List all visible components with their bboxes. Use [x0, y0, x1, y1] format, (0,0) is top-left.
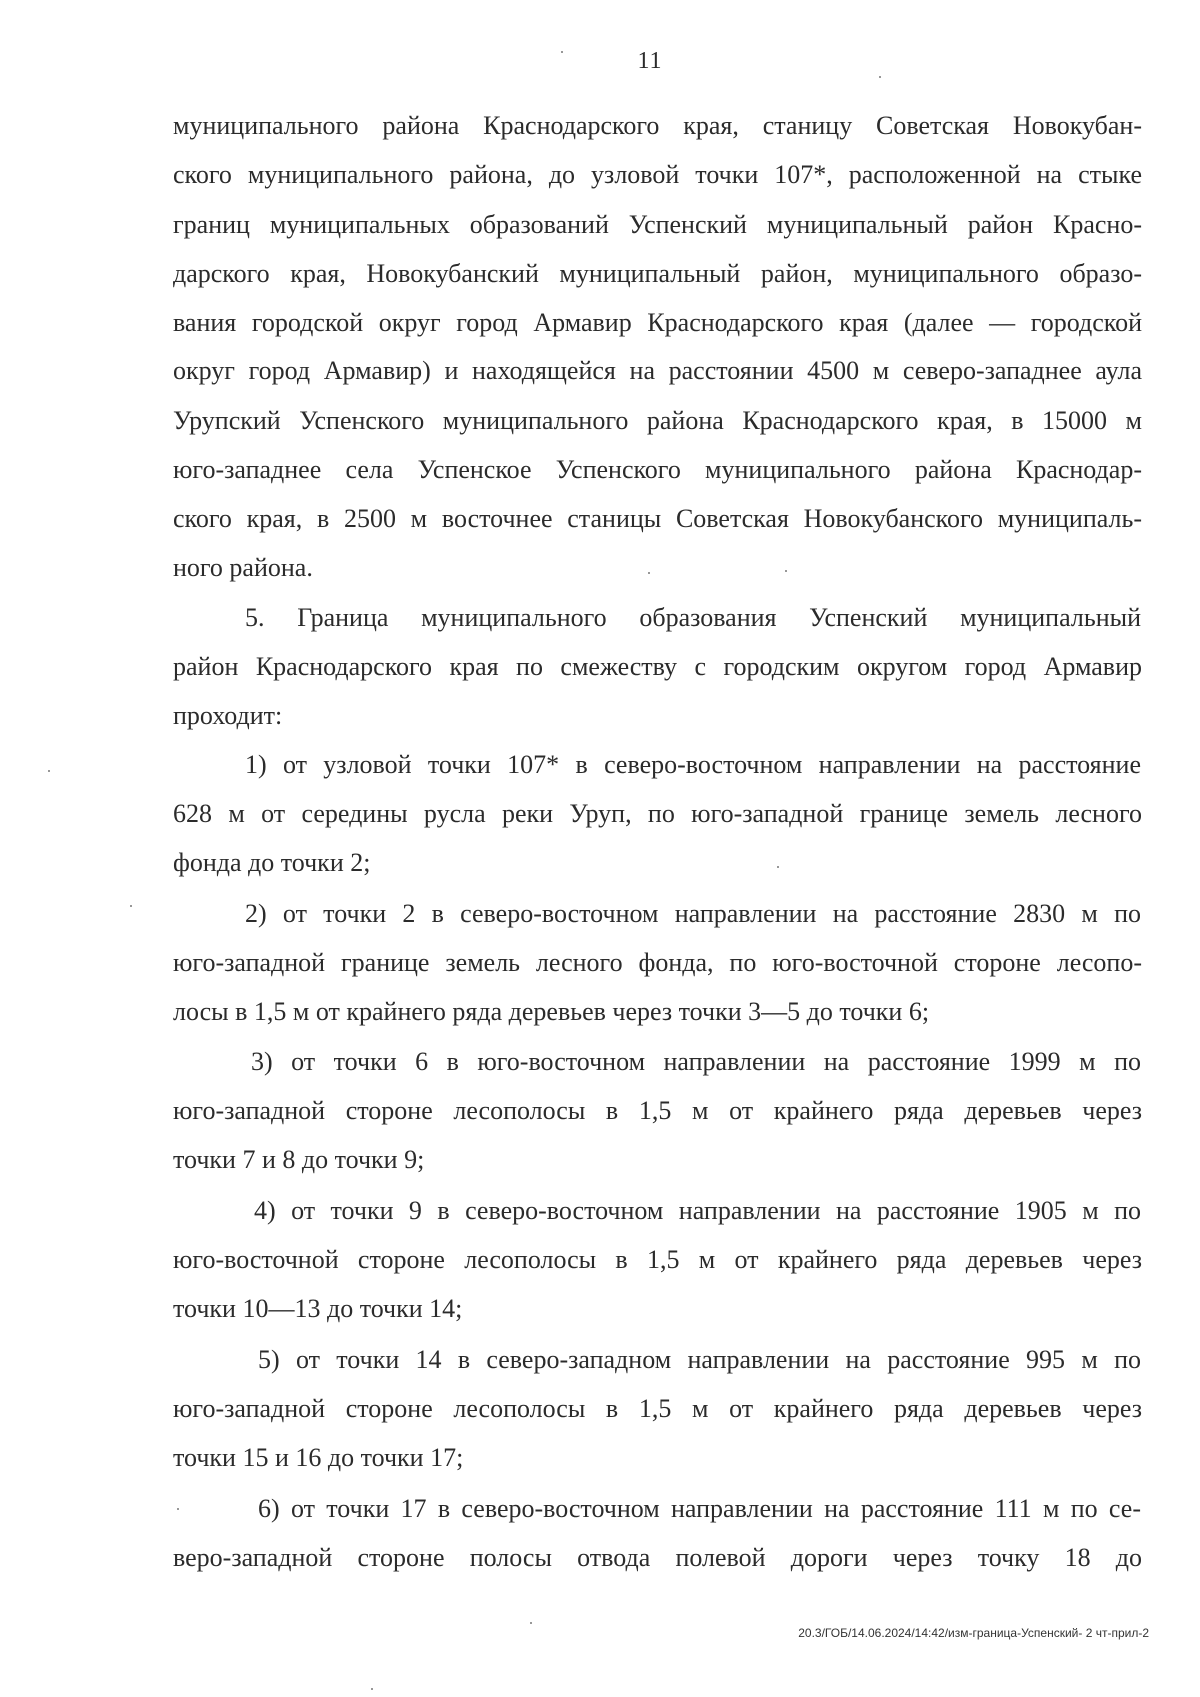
- text-line: юго-западной стороне лесополосы в 1,5 м от крайнего ряда деревьев через: [173, 1096, 1142, 1125]
- text-line: фонда до точки 2;: [173, 848, 371, 877]
- scan-speck: [371, 1688, 373, 1690]
- text-line: ного района.: [173, 553, 313, 582]
- paragraph-start-line: 5. Граница муниципального образования Успенский муниципальный: [245, 603, 1141, 632]
- text-line: лосы в 1,5 м от крайнего ряда деревьев через точки 3—5 до точки 6;: [173, 997, 930, 1026]
- text-line: юго-западной границе земель лесного фонда, по юго-восточной стороне лесопо-: [173, 948, 1142, 977]
- text-line: точки 10—13 до точки 14;: [173, 1294, 463, 1323]
- text-line: юго-восточной стороне лесополосы в 1,5 м от крайнего ряда деревьев через: [173, 1245, 1142, 1274]
- text-line: ского края, в 2500 м восточнее станицы Советская Новокубанского муниципаль-: [173, 504, 1142, 533]
- text-line: границ муниципальных образований Успенский муниципальный район Красно-: [173, 210, 1142, 239]
- footer-document-code: 20.3/ГОБ/14.06.2024/14:42/изм-граница-Успенский- 2 чт-прил-2: [798, 1626, 1149, 1640]
- text-line: район Краснодарского края по смежеству с городским округом город Армавир: [173, 652, 1142, 681]
- scan-speck: [48, 770, 50, 772]
- page-number: 11: [637, 48, 663, 74]
- text-line: Урупский Успенского муниципального района Краснодарского края, в 15000 м: [173, 406, 1142, 435]
- text-line: юго-западнее села Успенское Успенского муниципального района Краснодар-: [173, 455, 1142, 484]
- text-line: веро-западной стороне полосы отвода полевой дороги через точку 18 до: [173, 1543, 1142, 1572]
- text-line: муниципального района Краснодарского края, станицу Советская Новокубан-: [173, 111, 1142, 140]
- scan-speck: [777, 866, 779, 868]
- scan-speck: [879, 76, 881, 78]
- text-line: проходит:: [173, 701, 283, 730]
- list-item-start-line: 2) от точки 2 в северо-восточном направлении на расстояние 2830 м по: [245, 899, 1141, 928]
- scan-speck: [530, 1622, 532, 1624]
- list-item-start-line: 6) от точки 17 в северо-восточном направлении на расстояние 111 м по се-: [258, 1494, 1141, 1523]
- text-line: ского муниципального района, до узловой точки 107*, расположенной на стыке: [173, 160, 1142, 189]
- list-item-start-line: 1) от узловой точки 107* в северо-восточном направлении на расстояние: [245, 750, 1141, 779]
- scan-speck: [648, 572, 650, 574]
- scan-speck: [561, 51, 563, 53]
- text-line: точки 15 и 16 до точки 17;: [173, 1443, 464, 1472]
- text-line: точки 7 и 8 до точки 9;: [173, 1145, 425, 1174]
- text-line: вания городской округ город Армавир Краснодарского края (далее — городской: [173, 308, 1142, 337]
- text-line: округ город Армавир) и находящейся на расстоянии 4500 м северо-западнее аула: [173, 356, 1142, 385]
- list-item-start-line: 5) от точки 14 в северо-западном направлении на расстояние 995 м по: [258, 1345, 1141, 1374]
- text-line: дарского края, Новокубанский муниципальный район, муниципального образо-: [173, 259, 1142, 288]
- scan-speck: [130, 905, 132, 907]
- text-line: 628 м от середины русла реки Уруп, по юго-западной границе земель лесного: [173, 799, 1142, 828]
- list-item-start-line: 4) от точки 9 в северо-восточном направлении на расстояние 1905 м по: [254, 1196, 1141, 1225]
- list-item-start-line: 3) от точки 6 в юго-восточном направлении на расстояние 1999 м по: [251, 1047, 1141, 1076]
- scan-speck: [177, 1508, 179, 1510]
- text-line: юго-западной стороне лесополосы в 1,5 м от крайнего ряда деревьев через: [173, 1394, 1142, 1423]
- scan-speck: [785, 570, 787, 572]
